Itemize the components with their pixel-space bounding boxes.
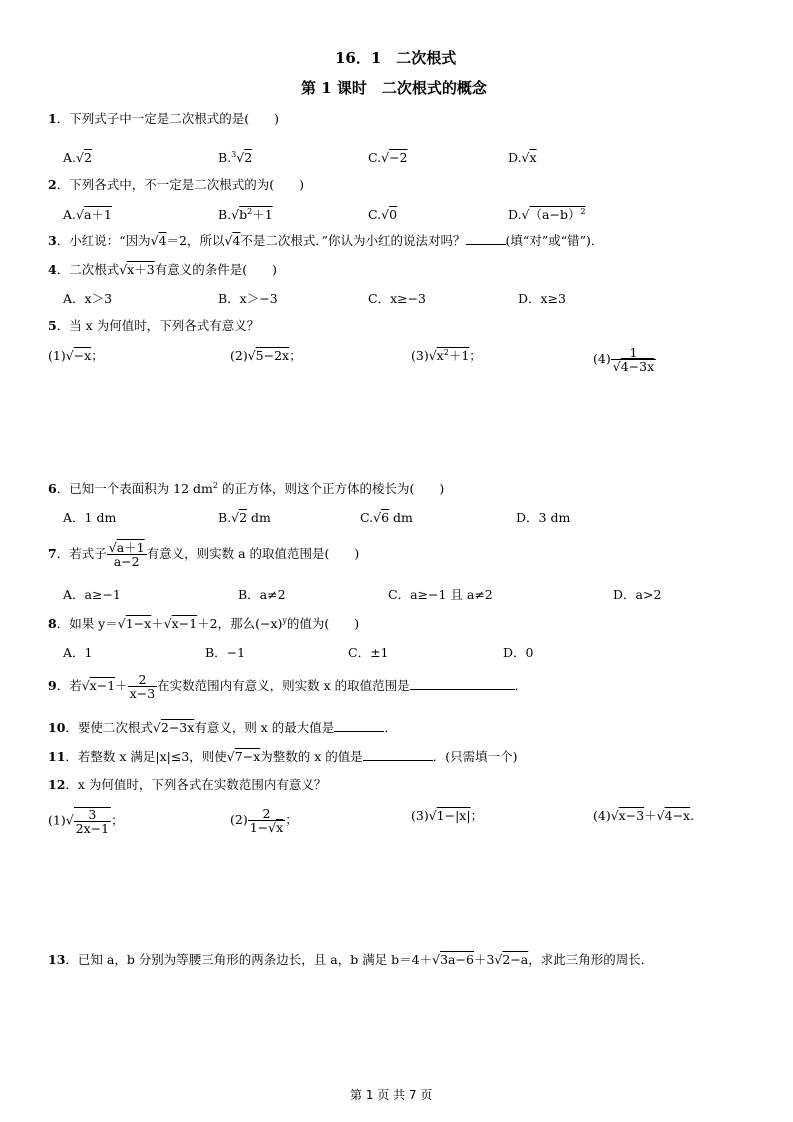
option: $(3)√x^2+1$； [411,347,482,363]
option: (4)√x−3＋√4−x. [593,808,695,823]
option: A.√2 [63,150,92,165]
question-5: 5．当 x 为何值时，下列各式有意义？ [48,318,260,333]
option: A．a≥−1 [63,587,121,602]
option: A．1 [63,645,93,660]
question-number: 4 [48,262,57,277]
question-12: 12．x 为何值时，下列各式在实数范围内有意义？ [48,777,327,792]
question-9: 9．若√x−1＋ $\frac{2}{x-3}$ 在实数范围内有意义，则实数 x 的取值范围是 ． [48,672,528,701]
lesson-subtitle: 第 1 课时 二次根式的概念 [301,79,487,97]
question-number: 12 [48,777,66,792]
question-4: 4．二次根式√x＋3有意义的条件是( ) [48,262,277,277]
option: $B.√b^2+1$ [218,206,273,222]
question-number: 13 [48,952,66,967]
option: (1)√−x； [48,348,104,363]
question-number: 6 [48,481,57,496]
option: D．3 dm [516,510,571,525]
question-number: 3 [48,233,57,248]
page-number: 第 1 页 共 7 页 [350,1088,433,1102]
option: B．x＞−3 [218,291,278,306]
option: C．a≥−1 且 a≠2 [388,587,493,602]
question-number: 9 [48,678,57,693]
option: A.√a＋1 [63,207,112,222]
option: B.√2 dm [218,510,271,525]
option: B．a≠2 [238,587,286,602]
question-number: 8 [48,616,57,631]
option: (1)√ $\frac{3}{2x-1}$ ； [48,807,124,836]
question-11: 11．若整数 x 满足|x|≤3，则使√7−x为整数的 x 的值是 ．(只需填一个) [48,749,518,764]
question-13: 13．已知 a，b 分别为等腰三角形的两条边长，且 a，b 满足 b＝4＋√3a−6＋3√2−a，求此三角形的周长． [48,952,654,967]
option: D．a>2 [613,587,662,602]
option: $D.√(a-b)^2$ [508,206,586,222]
option: B．−1 [205,645,246,660]
question-number: 11 [48,749,66,764]
question-number: 1 [48,111,57,126]
option: C．x≥−3 [368,291,427,306]
question-10: 10．要使二次根式√2−3x有意义，则 x 的最大值是 ． [48,720,397,735]
option: (3)√1−|x|； [411,808,484,823]
option: C.√0 [368,207,398,222]
option: (2) $\frac{2}{1-√x}$ ； [230,806,298,835]
question-6: 6．已知一个表面积为 12 $dm^2$ 的正方体，则这个正方体的棱长为( ) [48,480,445,496]
question-3: 3．小红说：“因为√4＝2，所以√4不是二次根式．”你认为小红的说法对吗？ (填“对”或“错”)． [48,233,604,248]
option: D.√x [508,150,537,165]
question-number: 10 [48,720,66,735]
option: C.√6 dm [360,510,413,525]
option: D．0 [503,645,534,660]
question-7: 7．若式子 $\frac{√a+1}{a-2}$ 有意义，则实数 a 的取值范围是( ) [48,540,360,569]
question-2: 2．下列各式中，不一定是二次根式的为( ) [48,177,304,192]
option: A．x＞3 [63,291,113,306]
question-number: 7 [48,546,57,561]
option: (4) $\frac{1}{√4-3x}$ [593,345,655,374]
question-8: 8．如果 y＝√1−x＋√x−1＋2，那么$(-x)^y$的值为( ) [48,615,360,631]
question-number: 5 [48,318,57,333]
option: (2)√5−2x； [230,348,302,363]
option: C．±1 [348,645,389,660]
option: D．x≥3 [518,291,566,306]
page-title: 16．1 二次根式 [335,49,457,67]
question-number: 2 [48,177,57,192]
option: A．1 dm [63,510,117,525]
question-1: 1．下列式子中一定是二次根式的是( ) [48,111,279,126]
option: C.√−2 [368,150,408,165]
option: B.$^3$√2 [218,149,253,165]
